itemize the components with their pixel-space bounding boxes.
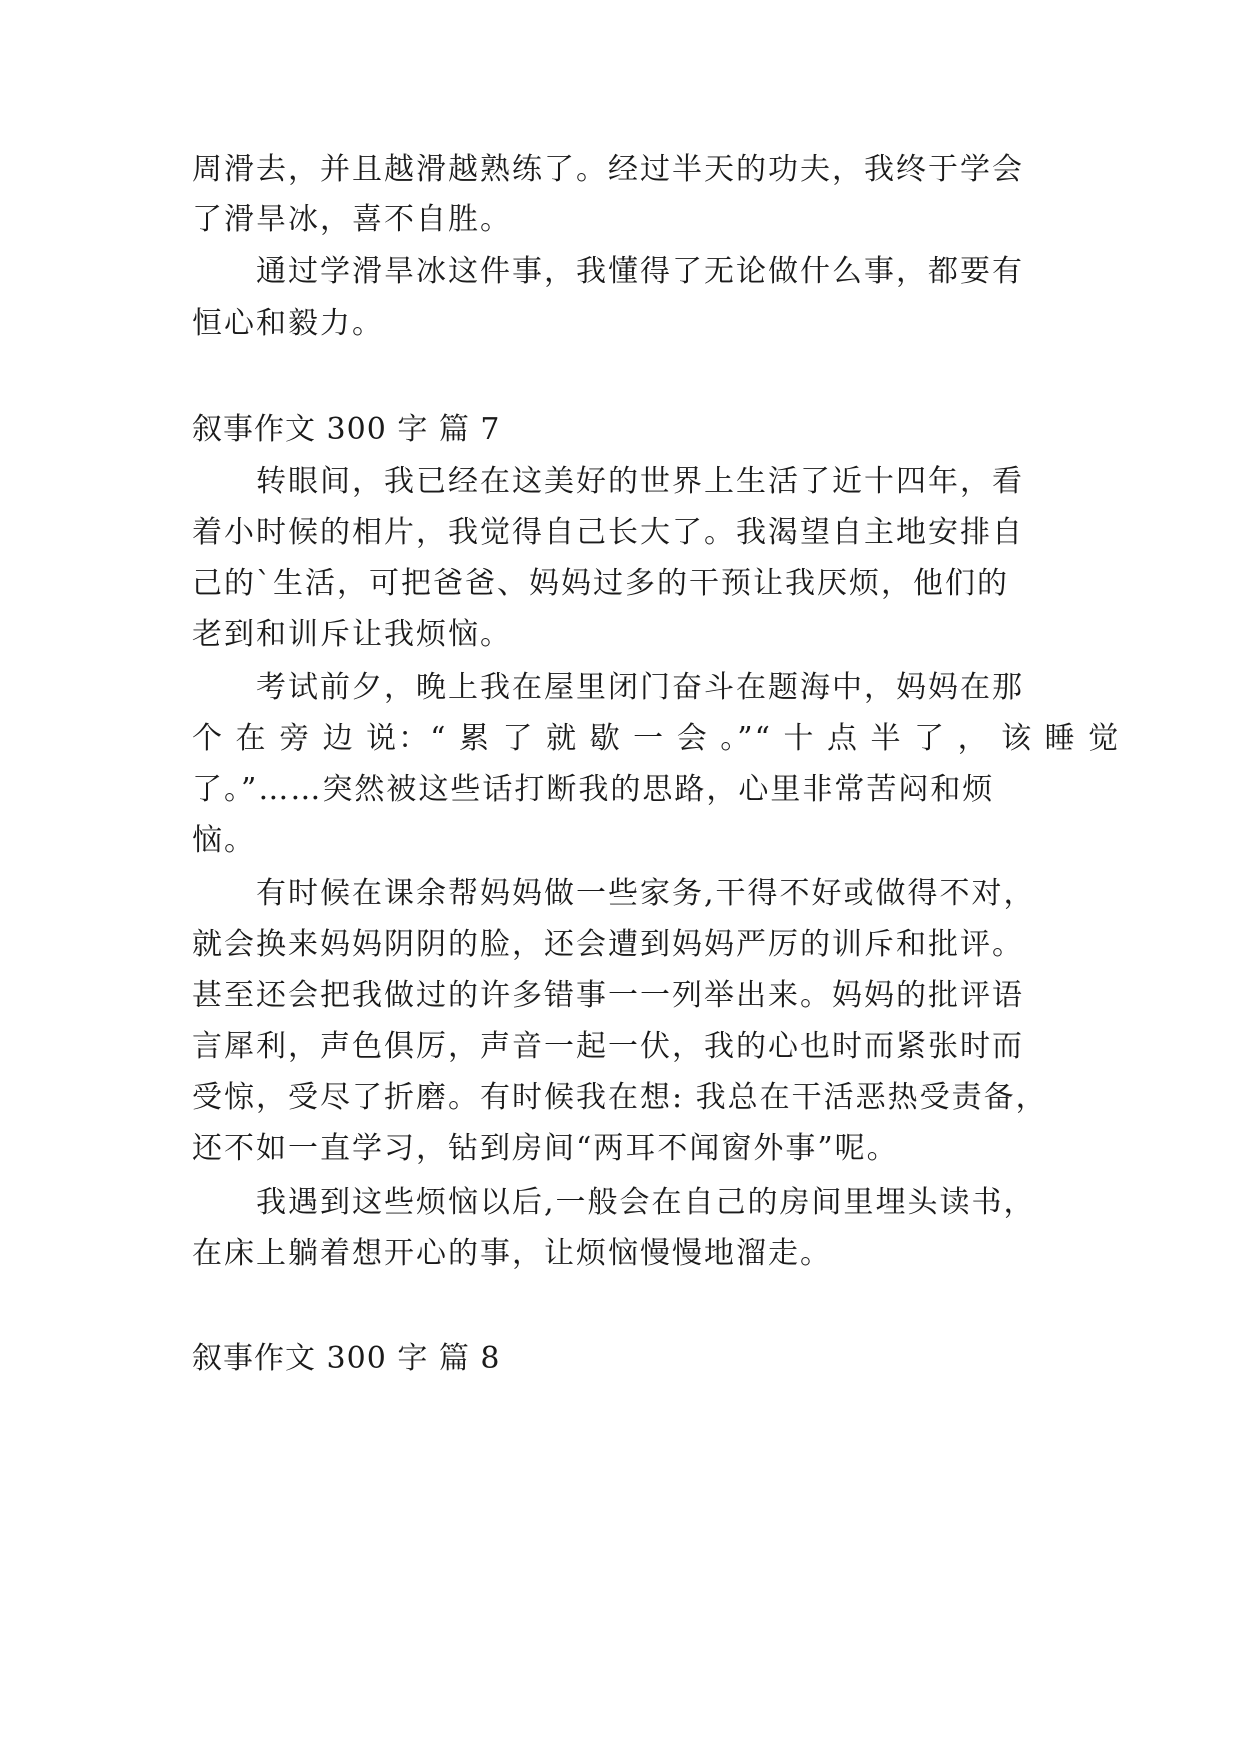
text-line: 通过学滑旱冰这件事，我懂得了无论做什么事，都要有	[256, 254, 1024, 289]
text-line: 己的`生活，可把爸爸、妈妈过多的干预让我厌烦，他们的	[192, 566, 1009, 601]
text-line: 恼。	[192, 823, 256, 858]
text-line: 在床上躺着想开心的事，让烦恼慢慢地溜走。	[192, 1236, 832, 1271]
text-line: 了滑旱冰，喜不自胜。	[192, 202, 512, 237]
text-line: 考试前夕，晚上我在屋里闭门奋斗在题海中，妈妈在那	[256, 670, 1024, 705]
document-page	[192, 0, 1121, 1754]
text-line: 还不如一直学习，钻到房间“两耳不闻窗外事”呢。	[192, 1131, 899, 1166]
text-line: 周滑去，并且越滑越熟练了。经过半天的功夫，我终于学会	[192, 152, 1024, 187]
text-line: 了。”……突然被这些话打断我的思路，心里非常苦闷和烦	[192, 772, 995, 807]
section-heading: 叙事作文 300 字 篇 7	[192, 412, 501, 447]
text-line: 老到和训斥让我烦恼。	[192, 617, 512, 652]
text-line: 我遇到这些烦恼以后,一般会在自己的房间里埋头读书，	[256, 1185, 1036, 1220]
text-line: 个 在 旁 边 说：“ 累 了 就 歇 一 会 。”“ 十 点 半 了 ， 该 睡 觉	[192, 721, 1121, 756]
text-line: 就会换来妈妈阴阴的脸，还会遭到妈妈严厉的训斥和批评。	[192, 927, 1024, 962]
text-line: 甚至还会把我做过的许多错事一一列举出来。妈妈的批评语	[192, 978, 1024, 1013]
text-line: 恒心和毅力。	[192, 306, 384, 341]
text-line: 有时候在课余帮妈妈做一些家务,干得不好或做得不对，	[256, 876, 1036, 911]
section-heading: 叙事作文 300 字 篇 8	[192, 1341, 501, 1376]
text-line: 受惊，受尽了折磨。有时候我在想: 我总在干活恶热受责备，	[192, 1080, 1048, 1115]
text-line: 着小时候的相片，我觉得自己长大了。我渴望自主地安排自	[192, 515, 1024, 550]
text-line: 言犀利，声色俱厉，声音一起一伏，我的心也时而紧张时而	[192, 1029, 1024, 1064]
text-line: 转眼间，我已经在这美好的世界上生活了近十四年，看	[256, 464, 1024, 499]
